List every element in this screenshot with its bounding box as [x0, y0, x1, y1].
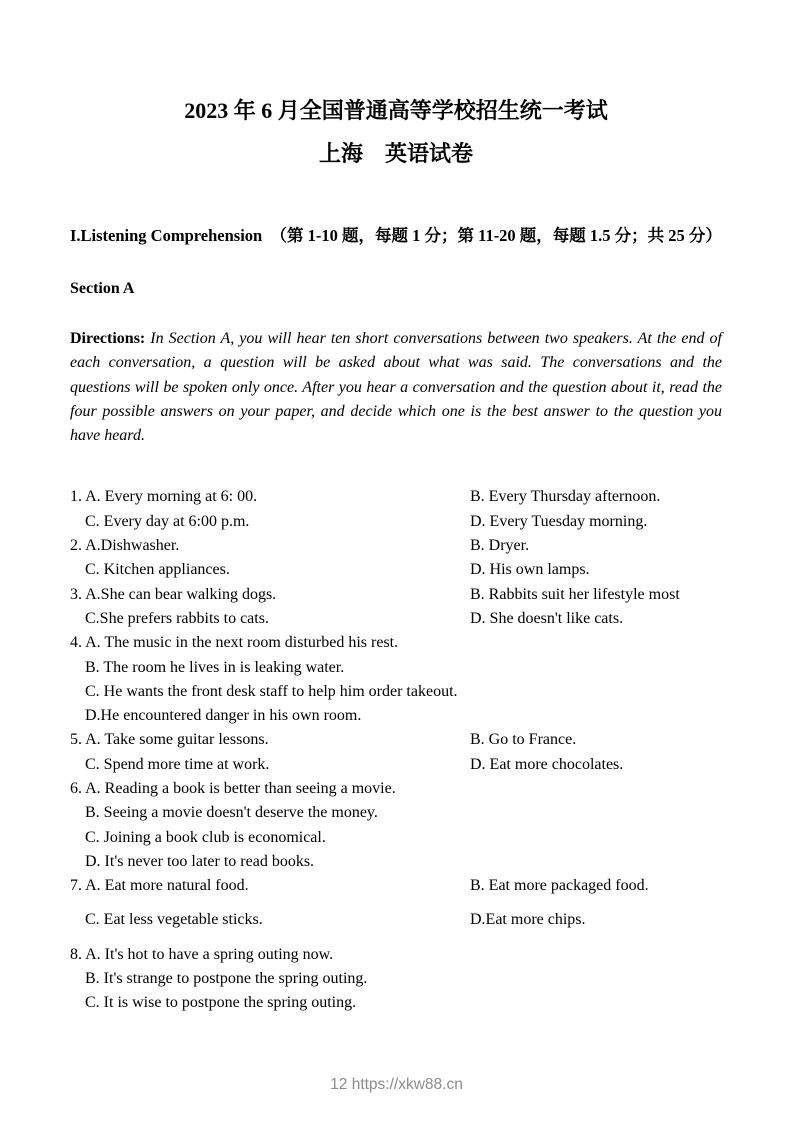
option-text: D.Eat more chips. — [470, 911, 586, 929]
option-text: 2. A.Dishwasher. — [70, 537, 180, 555]
option-text: B. Eat more packaged food. — [470, 877, 649, 895]
question-5-row-2 — [70, 753, 722, 777]
option-text: B. It's strange to postpone the spring outing. — [85, 970, 368, 988]
questions-list — [70, 485, 722, 1015]
question-1-row-2 — [70, 510, 722, 534]
directions-text: In Section A, you will hear ten short conversations between two speakers. At the end of each conversation, a question will be asked about what was said. The conversations and the questions will be spoken only once. After you hear a conversation and the question about it, read the four possible answers on your paper, and decide which one is the best answer to the question you have heard. — [70, 329, 723, 445]
option-text: B. Seeing a movie doesn't deserve the money. — [85, 804, 378, 822]
option-text: B. Go to France. — [470, 731, 577, 749]
option-text: 7. A. Eat more natural food. — [70, 877, 249, 895]
question-6-row-4 — [70, 850, 722, 874]
option-text: C. Kitchen appliances. — [85, 561, 230, 579]
question-6-row-2 — [70, 801, 722, 825]
option-text: C. Spend more time at work. — [85, 755, 270, 773]
listening-section-heading: I.Listening Comprehension （第 1-10 题，每题 1 分；第 11-20 题，每题 1.5 分；共 25 分） — [70, 226, 722, 246]
question-8-row-1 — [70, 943, 722, 967]
option-text: 1. A. Every morning at 6: 00. — [70, 488, 258, 506]
question-3 — [70, 583, 722, 632]
question-4-row-1 — [70, 631, 722, 655]
option-text: D. Every Tuesday morning. — [470, 512, 648, 530]
question-8-row-2 — [70, 967, 722, 991]
question-4-row-4 — [70, 704, 722, 728]
question-7-row-1 — [70, 874, 722, 898]
option-text: D.He encountered danger in his own room. — [85, 707, 362, 725]
question-4-row-3 — [70, 680, 722, 704]
question-8-row-3 — [70, 991, 722, 1015]
option-text: C. Eat less vegetable sticks. — [85, 911, 263, 929]
exam-title-line1: 2023 年 6 月全国普通高等学校招生统一考试 — [184, 98, 608, 123]
directions-label: Directions: — [70, 329, 146, 347]
question-1 — [70, 485, 722, 534]
directions-paragraph — [70, 327, 722, 448]
question-7-row-2 — [70, 908, 722, 932]
section-a-heading: Section A — [70, 279, 135, 297]
exam-title-line2: 上海 英语试卷 — [318, 140, 473, 166]
option-text: 3. A.She can bear walking dogs. — [70, 585, 277, 603]
option-text: 6. A. Reading a book is better than seeing a movie. — [70, 779, 396, 797]
question-3-row-1 — [70, 583, 722, 607]
question-6-row-3 — [70, 826, 722, 850]
option-text: C. Joining a book club is economical. — [85, 828, 326, 846]
question-7 — [70, 874, 722, 933]
option-text: C. It is wise to postpone the spring outing. — [85, 994, 357, 1012]
option-text: C. Every day at 6:00 p.m. — [85, 512, 250, 530]
question-4 — [70, 631, 722, 728]
question-1-row-1 — [70, 485, 722, 509]
option-text: 4. A. The music in the next room disturbed his rest. — [70, 634, 399, 652]
question-5-row-1 — [70, 728, 722, 752]
question-2-row-2 — [70, 558, 722, 582]
option-text: C. He wants the front desk staff to help him order takeout. — [85, 682, 458, 700]
question-4-row-2 — [70, 656, 722, 680]
question-6 — [70, 777, 722, 874]
option-text: B. Every Thursday afternoon. — [470, 488, 661, 506]
question-2-row-1 — [70, 534, 722, 558]
option-text: B. Rabbits suit her lifestyle most — [470, 585, 680, 603]
option-text: 8. A. It's hot to have a spring outing now. — [70, 945, 334, 963]
option-text: B. Dryer. — [470, 537, 530, 555]
question-8 — [70, 943, 722, 1016]
option-text: B. The room he lives in is leaking water. — [85, 658, 345, 676]
question-3-row-2 — [70, 607, 722, 631]
option-text: D. It's never too later to read books. — [85, 852, 315, 870]
option-text: D. His own lamps. — [470, 561, 590, 579]
question-2 — [70, 534, 722, 583]
page-footer-watermark: 12 https://xkw88.cn — [330, 1076, 463, 1093]
option-text: D. Eat more chocolates. — [470, 755, 624, 773]
option-text: 5. A. Take some guitar lessons. — [70, 731, 269, 749]
option-text: C.She prefers rabbits to cats. — [85, 609, 269, 627]
question-5 — [70, 728, 722, 777]
question-6-row-1 — [70, 777, 722, 801]
option-text: D. She doesn't like cats. — [470, 609, 624, 627]
